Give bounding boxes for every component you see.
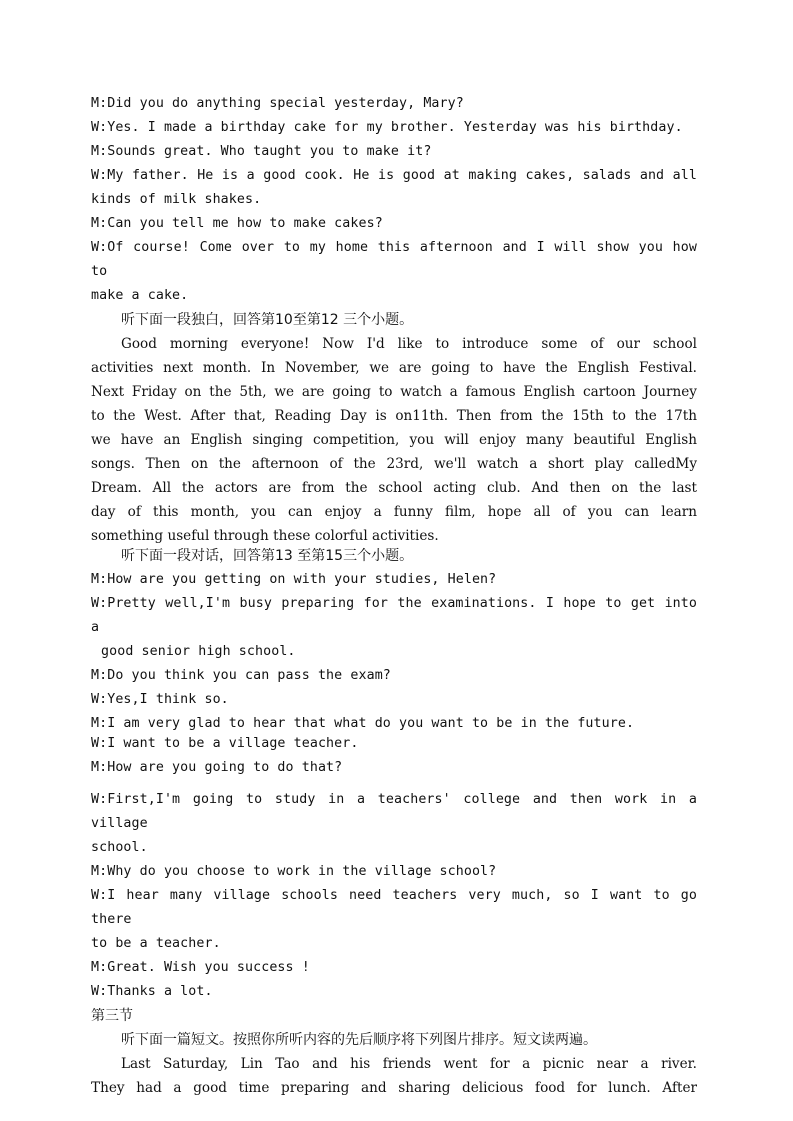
monologue-line: Dream. All the actors are from the school acting club. And then on the last xyxy=(91,480,697,496)
dialogue-line: W:First,I'm going to study in a teachers' college and then work in a village xyxy=(91,792,697,831)
monologue-line: Next Friday on the 5th, we are going to watch a famous English cartoon Journey xyxy=(91,384,697,400)
dialogue-line: M:How are you going to do that? xyxy=(91,760,343,775)
dialogue-line: M:I am very glad to hear that what do you want to be in the future. xyxy=(91,716,635,731)
dialogue-line: W:I hear many village schools need teachers very much, so I want to go there xyxy=(91,888,697,927)
section-instruction: 听下面一段独白，回答第10至第12 三个小题。 xyxy=(121,312,414,328)
dialogue-line: M:Do you think you can pass the exam? xyxy=(91,668,391,683)
section-title: 第三节 xyxy=(91,1008,133,1024)
dialogue-line: W:Thanks a lot. xyxy=(91,984,213,999)
dialogue-line: to be a teacher. xyxy=(91,936,221,951)
monologue-line: songs. Then on the afternoon of the 23rd, we'll watch a short play calledMy xyxy=(91,456,697,472)
dialogue-line: W:Yes. I made a birthday cake for my brother. Yesterday was his birthday. xyxy=(91,120,683,135)
dialogue-line: M:Great. Wish you success ! xyxy=(91,960,310,975)
dialogue-line: kinds of milk shakes. xyxy=(91,192,262,207)
section-instruction: 听下面一段对话，回答第13 至第15三个小题。 xyxy=(121,548,414,564)
dialogue-line: M:Did you do anything special yesterday, Mary? xyxy=(91,96,464,111)
dialogue-line: W:Yes,I think so. xyxy=(91,692,229,707)
dialogue-line: make a cake. xyxy=(91,288,189,303)
dialogue-line: W:My father. He is a good cook. He is good at making cakes, salads and all xyxy=(91,168,697,183)
section-instruction: 听下面一篇短文。按照你所听内容的先后顺序将下列图片排序。短文读两遍。 xyxy=(121,1032,597,1048)
monologue-line: something useful through these colorful activities. xyxy=(91,528,439,544)
monologue-line: day of this month, you can enjoy a funny film, hope all of you can learn xyxy=(91,504,697,520)
monologue-line: to the West. After that, Reading Day is on11th. Then from the 15th to the 17th xyxy=(91,408,697,424)
dialogue-line: school. xyxy=(91,840,148,855)
monologue-line: Good morning everyone! Now I'd like to introduce some of our school xyxy=(121,336,697,352)
dialogue-line: good senior high school. xyxy=(101,644,296,659)
dialogue-line: M:Sounds great. Who taught you to make it? xyxy=(91,144,432,159)
dialogue-line: W:Of course! Come over to my home this afternoon and I will show you how to xyxy=(91,240,697,279)
monologue-line: we have an English singing competition, you will enjoy many beautiful English xyxy=(91,432,697,448)
passage-line: Last Saturday, Lin Tao and his friends went for a picnic near a river. xyxy=(121,1056,697,1072)
dialogue-line: W:Pretty well,I'm busy preparing for the examinations. I hope to get into a xyxy=(91,596,697,635)
document-page xyxy=(91,92,697,1100)
dialogue-line: M:Can you tell me how to make cakes? xyxy=(91,216,383,231)
passage-line: They had a good time preparing and sharing delicious food for lunch. After xyxy=(91,1080,697,1096)
dialogue-line: M:How are you getting on with your studies, Helen? xyxy=(91,572,497,587)
monologue-line: activities next month. In November, we are going to have the English Festival. xyxy=(91,360,697,376)
dialogue-line: W:I want to be a village teacher. xyxy=(91,736,359,751)
dialogue-line: M:Why do you choose to work in the village school? xyxy=(91,864,497,879)
